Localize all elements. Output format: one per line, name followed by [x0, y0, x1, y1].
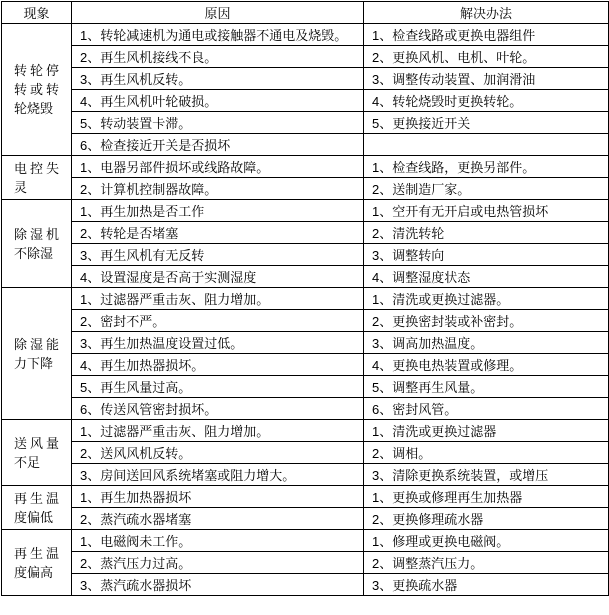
solution-cell: 3、调整转向: [364, 244, 609, 266]
phenomenon-cell: 再生温度偏高: [2, 530, 72, 596]
cause-cell: 3、再生风机有无反转: [72, 244, 364, 266]
cause-cell: 1、过滤器严重击灰、阻力增加。: [72, 420, 364, 442]
solution-cell: 4、调整湿度状态: [364, 266, 609, 288]
header-cause: 原因: [72, 2, 364, 24]
solution-cell: 2、更换密封装或补密封。: [364, 310, 609, 332]
solution-cell: 1、更换或修理再生加热器: [364, 486, 609, 508]
solution-cell: 6、密封风管。: [364, 398, 609, 420]
phenomenon-cell: 送风量不足: [2, 420, 72, 486]
phenomenon-cell: 再生温度偏低: [2, 486, 72, 530]
cause-cell: 2、再生风机接线不良。: [72, 46, 364, 68]
table-row: [2, 508, 609, 530]
solution-cell: [364, 134, 609, 156]
table-row: [2, 486, 609, 508]
table-row: [2, 530, 609, 552]
cause-cell: 6、检查接近开关是否损坏: [72, 134, 364, 156]
table-row: [2, 24, 609, 46]
solution-cell: 3、调高加热温度。: [364, 332, 609, 354]
table-row: [2, 310, 609, 332]
table-row: [2, 222, 609, 244]
cause-cell: 1、过滤器严重击灰、阻力增加。: [72, 288, 364, 310]
solution-cell: 1、检查线路或更换电器组件: [364, 24, 609, 46]
header-phenomenon: 现象: [2, 2, 72, 24]
cause-cell: 1、转轮减速机为通电或接触器不通电及烧毁。: [72, 24, 364, 46]
troubleshooting-table: [1, 1, 609, 596]
solution-cell: 3、清除更换系统装置，或增压: [364, 464, 609, 486]
cause-cell: 2、送风风机反转。: [72, 442, 364, 464]
table-row: [2, 266, 609, 288]
cause-cell: 4、再生加热器损坏。: [72, 354, 364, 376]
solution-cell: 1、空开有无开启或电热管损坏: [364, 200, 609, 222]
table-row: [2, 244, 609, 266]
table-row: [2, 68, 609, 90]
solution-cell: 4、更换电热装置或修理。: [364, 354, 609, 376]
table-row: [2, 200, 609, 222]
cause-cell: 3、再生加热温度设置过低。: [72, 332, 364, 354]
phenomenon-cell: 除湿能力下降: [2, 288, 72, 420]
cause-cell: 2、蒸汽压力过高。: [72, 552, 364, 574]
solution-cell: 2、更换修理疏水器: [364, 508, 609, 530]
phenomenon-cell: 电控失灵: [2, 156, 72, 200]
cause-cell: 1、再生加热是否工作: [72, 200, 364, 222]
cause-cell: 3、再生风机反转。: [72, 68, 364, 90]
solution-cell: 1、清洗或更换过滤器。: [364, 288, 609, 310]
solution-cell: 2、更换风机、电机、叶轮。: [364, 46, 609, 68]
solution-cell: 3、更换疏水器: [364, 574, 609, 596]
solution-cell: 2、调整蒸汽压力。: [364, 552, 609, 574]
header-solution: 解决办法: [364, 2, 609, 24]
cause-cell: 5、再生风量过高。: [72, 376, 364, 398]
cause-cell: 3、蒸汽疏水器损坏: [72, 574, 364, 596]
table-row: [2, 134, 609, 156]
cause-cell: 5、转动装置卡滞。: [72, 112, 364, 134]
cause-cell: 1、再生加热器损坏: [72, 486, 364, 508]
phenomenon-cell: 除湿机不除湿: [2, 200, 72, 288]
solution-cell: 1、清洗或更换过滤器: [364, 420, 609, 442]
solution-cell: 2、清洗转轮: [364, 222, 609, 244]
solution-cell: 5、更换接近开关: [364, 112, 609, 134]
cause-cell: 2、蒸汽疏水器堵塞: [72, 508, 364, 530]
solution-cell: 4、转轮烧毁时更换转轮。: [364, 90, 609, 112]
solution-cell: 1、检查线路，更换另部件。: [364, 156, 609, 178]
cause-cell: 1、电器另部件损坏或线路故障。: [72, 156, 364, 178]
table-row: [2, 178, 609, 200]
solution-cell: 2、调相。: [364, 442, 609, 464]
table-row: [2, 574, 609, 596]
table-row: [2, 398, 609, 420]
cause-cell: 4、设置湿度是否高于实测湿度: [72, 266, 364, 288]
table-row: [2, 376, 609, 398]
table-row: [2, 332, 609, 354]
table-row: [2, 354, 609, 376]
phenomenon-cell: 转轮停转或转轮烧毁: [2, 24, 72, 156]
solution-cell: 2、送制造厂家。: [364, 178, 609, 200]
header-row: [2, 2, 609, 24]
solution-cell: 5、调整再生风量。: [364, 376, 609, 398]
table-row: [2, 156, 609, 178]
table-row: [2, 90, 609, 112]
cause-cell: 1、电磁阀未工作。: [72, 530, 364, 552]
table-row: [2, 420, 609, 442]
solution-cell: 3、调整传动装置、加润滑油: [364, 68, 609, 90]
cause-cell: 2、转轮是否堵塞: [72, 222, 364, 244]
cause-cell: 4、再生风机叶轮破损。: [72, 90, 364, 112]
cause-cell: 3、房间送回风系统堵塞或阻力增大。: [72, 464, 364, 486]
cause-cell: 2、计算机控制器故障。: [72, 178, 364, 200]
cause-cell: 6、传送风管密封损坏。: [72, 398, 364, 420]
table-row: [2, 442, 609, 464]
table-row: [2, 112, 609, 134]
table-row: [2, 46, 609, 68]
table-row: [2, 464, 609, 486]
table-row: [2, 552, 609, 574]
solution-cell: 1、修理或更换电磁阀。: [364, 530, 609, 552]
cause-cell: 2、密封不严。: [72, 310, 364, 332]
table-row: [2, 288, 609, 310]
